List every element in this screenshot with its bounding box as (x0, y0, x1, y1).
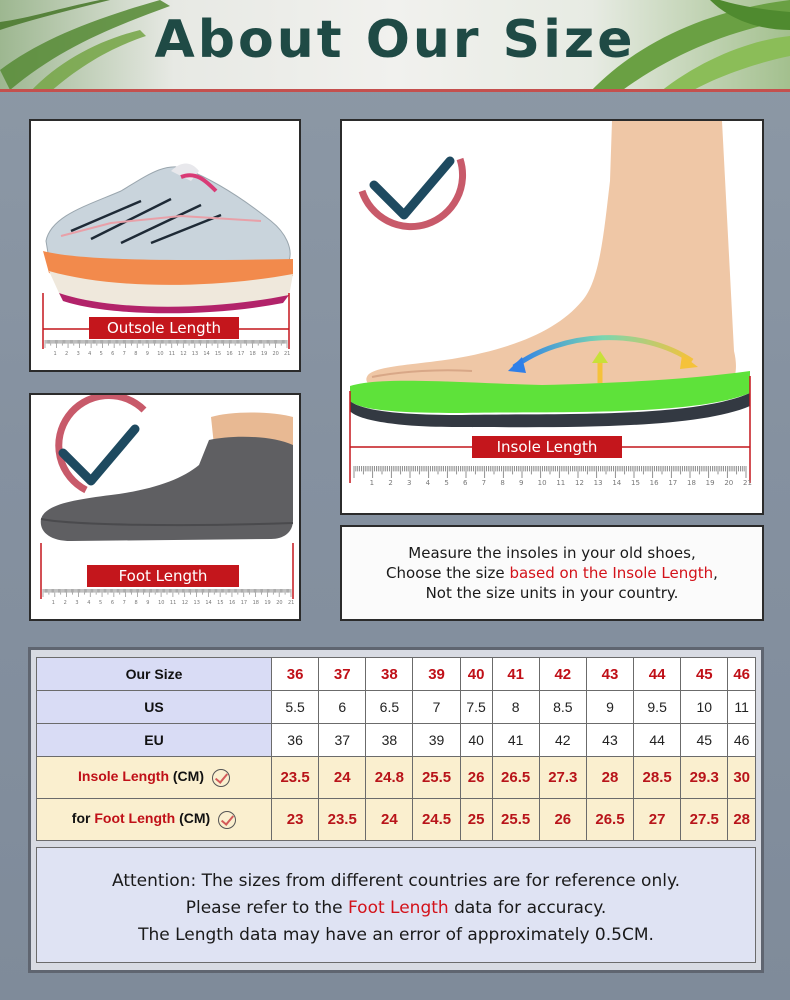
size-cell: 41 (492, 658, 539, 691)
ruler-number: 7 (481, 479, 487, 487)
our-size-row (37, 658, 756, 691)
row-header (37, 724, 272, 757)
ruler-number: 5 (99, 351, 103, 357)
size-cell: 27.5 (681, 799, 728, 841)
page-header (0, 0, 790, 92)
ruler-number: 3 (75, 600, 79, 606)
size-cell: 45 (681, 658, 728, 691)
ruler-number: 16 (228, 600, 236, 606)
ruler-number: 5 (99, 600, 103, 606)
size-cell: 43 (586, 724, 633, 757)
ruler-number: 7 (122, 600, 126, 606)
size-cell: 8.5 (539, 691, 586, 724)
attention-note (36, 847, 756, 963)
size-cell: 43 (586, 658, 633, 691)
ruler-number: 9 (145, 351, 149, 357)
size-cell: 30 (728, 757, 756, 799)
size-cell: 36 (272, 658, 319, 691)
ruler-number: 19 (264, 600, 271, 606)
ruler-number: 21 (288, 600, 295, 606)
size-cell: 26.5 (586, 799, 633, 841)
ruler-number: 11 (168, 351, 176, 357)
ruler-number: 3 (407, 479, 412, 487)
ruler-number: 12 (180, 351, 187, 357)
ruler-number: 16 (226, 351, 233, 357)
row-header-unit: (CM) (169, 768, 204, 785)
size-cell: 26.5 (492, 757, 539, 799)
ruler-number: 7 (122, 351, 126, 357)
size-cell: 39 (413, 724, 460, 757)
insole-length-row (37, 757, 756, 799)
size-cell: 38 (366, 658, 413, 691)
size-cell: 39 (413, 658, 460, 691)
size-cell: 6 (319, 691, 366, 724)
ruler-number: 4 (88, 351, 92, 357)
size-cell: 44 (634, 724, 681, 757)
row-header-highlight: Insole Length (78, 768, 169, 785)
size-cell: 40 (460, 724, 492, 757)
ruler-number: 3 (76, 351, 80, 357)
size-cell: 24.8 (366, 757, 413, 799)
insole-length-card (340, 119, 764, 515)
size-cell: 23.5 (319, 799, 366, 841)
attention-line-2-text: Please refer to the (185, 898, 348, 918)
instruction-line-2-text: Choose the size (386, 564, 510, 582)
size-cell: 28.5 (634, 757, 681, 799)
ruler-number: 1 (53, 351, 57, 357)
size-cell: 27 (634, 799, 681, 841)
attention-highlight: Foot Length (348, 898, 449, 918)
attention-line-2 (37, 895, 755, 922)
size-cell: 42 (539, 724, 586, 757)
ruler-number: 13 (193, 600, 200, 606)
row-header (37, 799, 272, 841)
ruler-number: 11 (169, 600, 177, 606)
size-cell: 23 (272, 799, 319, 841)
ruler-number: 18 (252, 600, 259, 606)
ruler-number: 10 (537, 479, 547, 487)
outsole-length-card (29, 119, 301, 372)
ruler-number: 8 (134, 600, 138, 606)
ruler-number: 9 (146, 600, 150, 606)
outsole-length-label: Outsole Length (89, 317, 239, 339)
ruler-number: 10 (158, 600, 165, 606)
ruler-number: 13 (593, 479, 603, 487)
row-header-unit: (CM) (175, 810, 211, 827)
ruler-number: 17 (668, 479, 678, 487)
size-cell: 40 (460, 658, 492, 691)
ruler-number: 8 (500, 479, 505, 487)
row-header-prefix: for (71, 810, 95, 827)
row-header (37, 691, 272, 724)
ruler-number: 6 (110, 600, 115, 606)
ruler-number: 13 (191, 351, 199, 357)
ruler-number: 8 (134, 351, 138, 357)
ruler-number: 17 (240, 600, 248, 606)
row-header-highlight: Foot Length (94, 810, 176, 827)
ruler-number: 6 (111, 351, 115, 357)
ruler-number: 15 (214, 351, 222, 357)
ruler-number: 19 (705, 479, 715, 487)
size-cell: 7 (413, 691, 460, 724)
ruler-number: 4 (425, 479, 431, 487)
insole-length-label: Insole Length (472, 436, 622, 458)
checkmark-circle-icon (218, 811, 236, 829)
size-cell: 26 (460, 757, 492, 799)
size-cell: 38 (366, 724, 413, 757)
ruler-number: 19 (260, 351, 268, 357)
ruler-number: 21 (743, 479, 752, 487)
eu-size-row (37, 724, 756, 757)
size-cell: 6.5 (366, 691, 413, 724)
ruler-number: 6 (463, 479, 468, 487)
size-cell: 28 (586, 757, 633, 799)
row-header-label: US (144, 699, 164, 715)
measure-instructions (340, 525, 764, 621)
ruler-number: 21 (284, 351, 291, 357)
instruction-line-1: Measure the insoles in your old shoes, (408, 544, 696, 562)
size-cell: 10 (681, 691, 728, 724)
instruction-line-3: Not the size units in your country. (425, 584, 679, 602)
size-cell: 25.5 (413, 757, 460, 799)
size-cell: 45 (681, 724, 728, 757)
page-title: About Our Size (154, 10, 636, 70)
size-cell: 37 (319, 658, 366, 691)
size-cell: 46 (728, 724, 756, 757)
ruler-number: 1 (369, 479, 375, 487)
ruler-number: 10 (157, 351, 164, 357)
ruler-number: 18 (687, 479, 696, 487)
row-header-label: Our Size (125, 666, 183, 682)
ruler-number: 2 (63, 600, 67, 606)
ruler-number: 20 (272, 351, 279, 357)
ruler-number: 12 (575, 479, 584, 487)
instruction-highlight: based on the Insole Length (509, 564, 714, 582)
size-cell: 27.3 (539, 757, 586, 799)
size-cell: 8 (492, 691, 539, 724)
size-cell: 41 (492, 724, 539, 757)
ruler-number: 14 (612, 479, 622, 487)
ruler-number: 2 (388, 479, 393, 487)
ruler-number: 17 (237, 351, 245, 357)
attention-line-3: The Length data may have an error of approximately 0.5CM. (138, 925, 654, 945)
ruler-number: 12 (181, 600, 189, 606)
foot-length-card (29, 393, 301, 621)
size-cell: 29.3 (681, 757, 728, 799)
ruler-number: 2 (65, 351, 69, 357)
row-header (37, 658, 272, 691)
row-header (37, 757, 272, 799)
size-cell: 11 (728, 691, 756, 724)
size-cell: 36 (272, 724, 319, 757)
ruler-number: 5 (444, 479, 449, 487)
size-chart (28, 647, 764, 973)
ruler-number: 15 (631, 479, 640, 487)
size-cell: 46 (728, 658, 756, 691)
ruler-number: 18 (249, 351, 256, 357)
size-cell: 9.5 (634, 691, 681, 724)
size-cell: 24 (366, 799, 413, 841)
instruction-line-2-end: , (713, 564, 718, 582)
foot-length-label: Foot Length (87, 565, 239, 587)
size-cell: 37 (319, 724, 366, 757)
checkmark-circle-icon (212, 769, 230, 787)
size-cell: 24 (319, 757, 366, 799)
ruler-number: 1 (51, 600, 55, 606)
ruler-number: 11 (556, 479, 566, 487)
size-cell: 26 (539, 799, 586, 841)
size-cell: 28 (728, 799, 756, 841)
ruler-number: 9 (519, 479, 524, 487)
ruler-number: 4 (87, 600, 91, 606)
size-cell: 23.5 (272, 757, 319, 799)
ruler-number: 15 (217, 600, 224, 606)
size-cell: 25.5 (492, 799, 539, 841)
size-cell: 42 (539, 658, 586, 691)
attention-line-2-end: data for accuracy. (448, 898, 607, 918)
size-cell: 7.5 (460, 691, 492, 724)
ruler-number: 14 (203, 351, 210, 357)
size-table (36, 657, 756, 841)
ruler-number: 20 (724, 479, 734, 487)
size-cell: 24.5 (413, 799, 460, 841)
size-cell: 25 (460, 799, 492, 841)
foot-length-row (37, 799, 756, 841)
size-cell: 9 (586, 691, 633, 724)
size-cell: 5.5 (272, 691, 319, 724)
attention-line-1: Attention: The sizes from different countries are for reference only. (112, 871, 680, 891)
ruler-number: 14 (205, 600, 212, 606)
ruler-number: 20 (276, 600, 283, 606)
us-size-row (37, 691, 756, 724)
ruler-number: 16 (649, 479, 659, 487)
instruction-line-2 (342, 563, 762, 583)
size-cell: 44 (634, 658, 681, 691)
row-header-label: EU (144, 732, 164, 748)
